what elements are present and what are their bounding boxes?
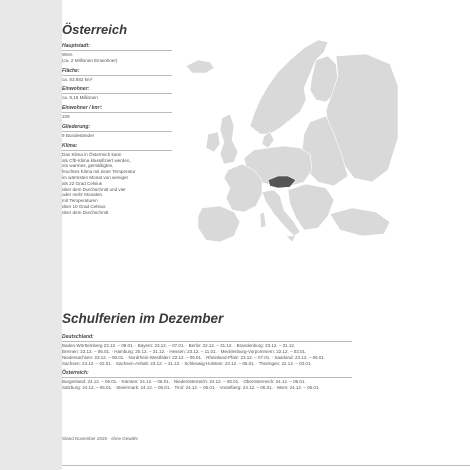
climate-line: über 10 Grad Celsius: [62, 203, 106, 209]
fact-label: Gliederung:: [62, 124, 172, 132]
climate-line: Das Klima in Österreich kann: [62, 151, 122, 157]
fact-density: [62, 105, 172, 120]
holiday-line: Baden-Württemberg 23.12. – 08.01. · Bayern: 23.12. – 07.01. · Berlin: 22.12. – 31.12. · Brandenburg: 23.12. – 31.12.: [62, 343, 296, 348]
europe-map: [176, 30, 400, 260]
holiday-line: Burgenland: 24.12. – 06.01. · Kärnten: 24.12. – 06.01. · Niederösterreich: 24.12. – 06.01. · Oberösterreich: 24.12. – 06.01.: [62, 379, 306, 384]
section-title: Schulferien im Dezember: [62, 311, 224, 326]
holiday-block-label: Österreich:: [62, 370, 352, 378]
fact-label: Hauptstadt:: [62, 43, 172, 51]
climate-line: ein warmes, gemäßigtes,: [62, 163, 114, 169]
climate-line: im wärmsten Monat von weniger: [62, 174, 129, 180]
fact-capital: [62, 43, 172, 64]
climate-line: als 22 Grad Celsius: [62, 180, 103, 186]
climate-line: über dem Durchschnitt und vier: [62, 186, 126, 192]
map-region-ireland: [206, 132, 220, 152]
fact-subdivision: [62, 124, 172, 139]
map-region-iberia: [198, 206, 240, 242]
fact-label: Fläche:: [62, 68, 172, 76]
holiday-line: Niedersachsen: 23.12. – 06.01. · Nordrhein-Westfalen: 22.12. – 06.01. · Rheinland-Pfalz: 23.12. – 07.01. · Saarland: 23.12. – 06.01.: [62, 354, 326, 360]
calendar-page: [62, 0, 470, 470]
fact-value: ca. 83.882 km²: [62, 76, 93, 82]
fact-population: [62, 86, 172, 101]
holiday-block-label: Deutschland:: [62, 334, 352, 342]
fact-value: Wien: [62, 52, 73, 57]
holidays-austria: [62, 370, 352, 391]
holidays-germany: [62, 334, 352, 367]
bottom-rule: [62, 465, 470, 466]
fact-value: ca. 9,16 Millionen: [62, 95, 98, 101]
fact-label: Klima:: [62, 143, 172, 151]
holiday-line: Bremen: 23.12. – 06.01. · Hamburg: 20.12. – 31.12. · Hessen: 23.12. – 11.01. · Mecklenburg-Vorpommern: 22.12. – 03.01.: [62, 348, 307, 354]
map-region-iceland: [186, 60, 214, 73]
climate-line: feuchtes Klima mit einer Temperatur: [62, 169, 136, 175]
holiday-line: Salzburg: 24.12. – 06.01. · Steiermark: 24.12. – 06.01. · Tirol: 24.12. – 06.01. · Vorarlberg: 24.12. – 06.01. · Wien: 24.12. – 06.01.: [62, 384, 320, 390]
climate-line: über dem Durchschnitt: [62, 209, 109, 215]
country-title: Österreich: [62, 22, 128, 37]
map-region-denmark: [262, 132, 274, 148]
fact-label: Einwohner:: [62, 86, 172, 94]
climate-line: als Cfb-Klima klassifiziert werden,: [62, 157, 131, 163]
fact-area: [62, 68, 172, 83]
map-region-turkey: [330, 208, 390, 236]
footer-note: Stand November 2025 · ohne Gewähr: [62, 436, 139, 441]
fact-value: 9 Bundesländer: [62, 132, 95, 138]
fact-value: 109: [62, 114, 70, 120]
fact-label: Einwohner / km²:: [62, 105, 172, 113]
climate-line: mit Temperaturen: [62, 198, 98, 204]
fact-value: (ca. 2 Millionen Einwohner): [62, 57, 118, 63]
country-facts: [62, 43, 172, 220]
map-region-great-britain: [220, 114, 238, 164]
fact-climate: [62, 143, 172, 216]
climate-line: oder mehr Monaten: [62, 192, 103, 198]
holiday-line: Sachsen: 23.12. – 02.01. · Sachsen-Anhalt: 23.12. – 31.12. · Schleswig-Holstein: 23.12. – 06.01. · Thüringen: 22.12. – 03.01.: [62, 360, 312, 366]
